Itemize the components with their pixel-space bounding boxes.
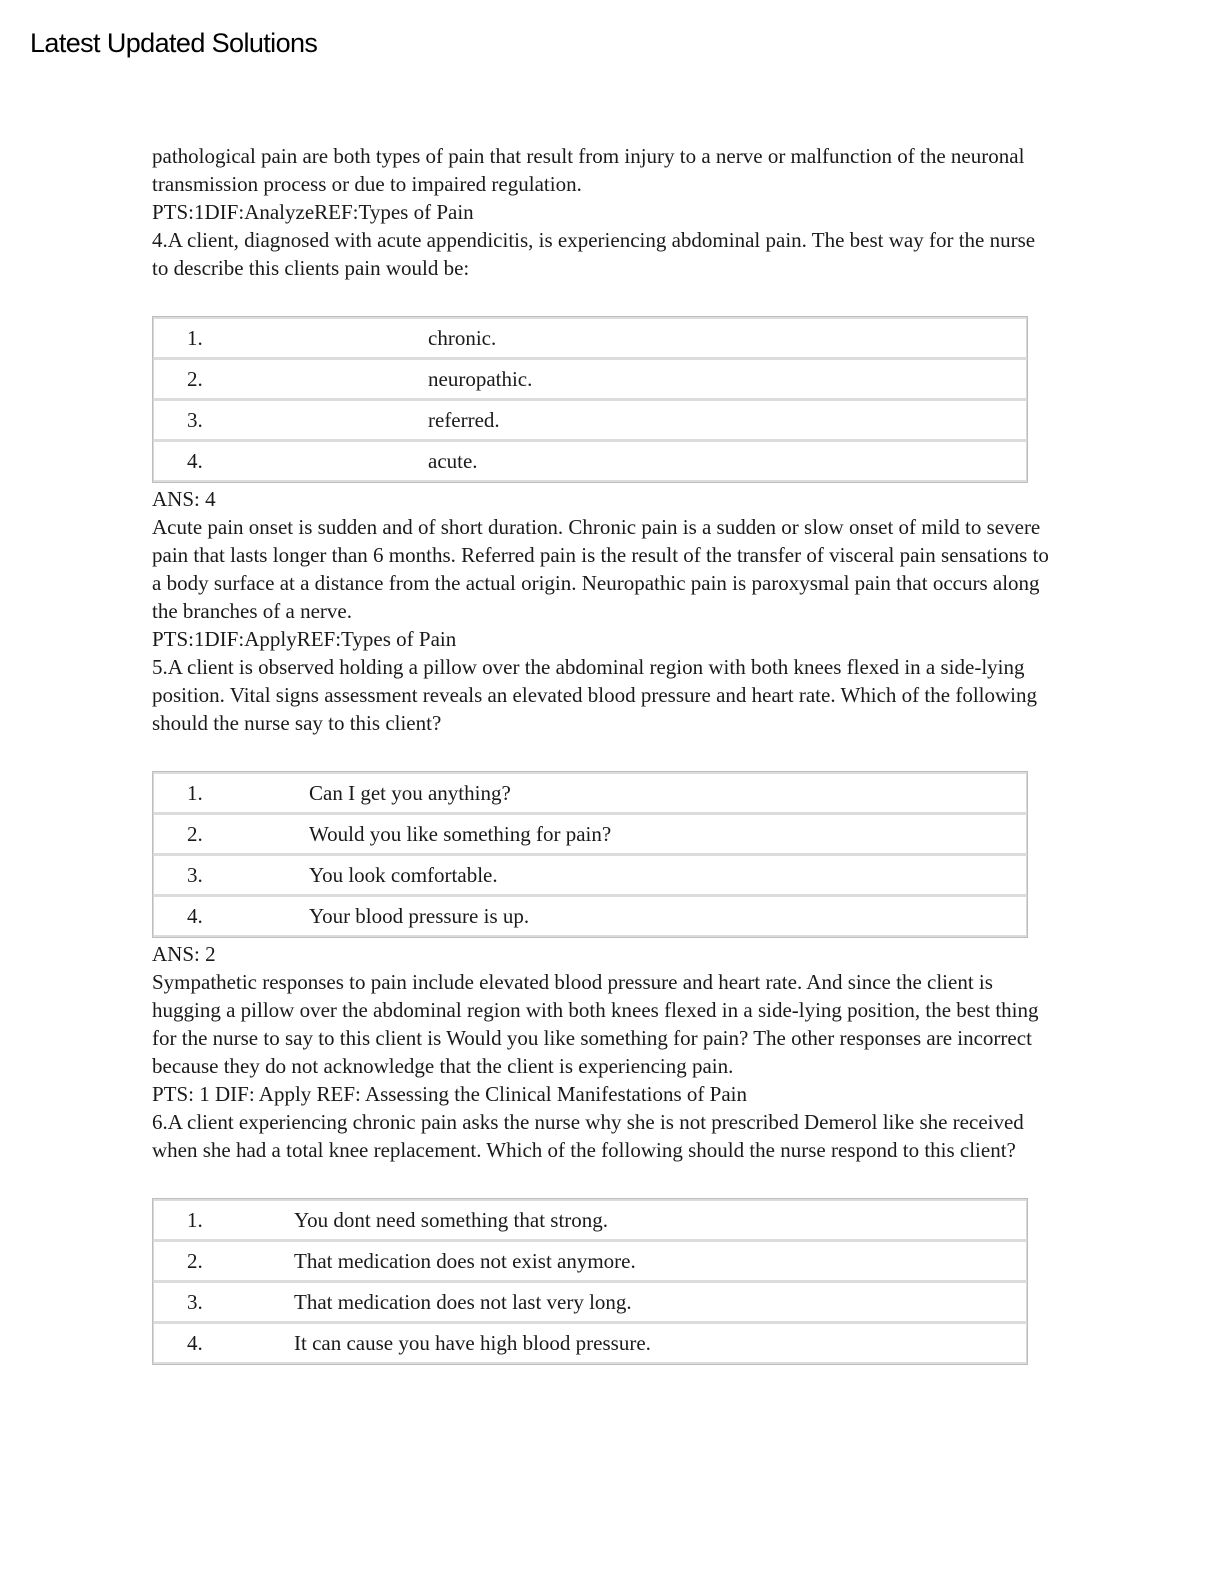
option-number: 1.	[153, 317, 428, 357]
option-row	[153, 357, 1027, 398]
option-number: 2.	[153, 357, 428, 398]
question-4-answer	[152, 485, 1052, 653]
pts-line: PTS: 1 DIF: Apply REF: Assessing the Clinical Manifestations of Pain	[152, 1082, 748, 1106]
option-text: Would you like something for pain?	[309, 812, 1027, 853]
option-text: You dont need something that strong.	[294, 1199, 1027, 1239]
option-row	[153, 317, 1027, 357]
rationale: Sympathetic responses to pain include elevated blood pressure and heart rate. And since the client is hugging a pillow over the abdominal region with both knees flexed in a side-lying position, the best thing for the nurse to say to this client is Would you like something for pain? The other responses are incorrect because they do not acknowledge that the client is experiencing pain.	[152, 970, 1039, 1078]
option-row	[153, 812, 1027, 853]
document-content	[152, 142, 1052, 1365]
option-number: 4.	[153, 894, 309, 937]
option-number: 4.	[153, 439, 428, 482]
pts-line: PTS:1DIF:ApplyREF:Types of Pain	[152, 627, 457, 651]
option-number: 3.	[153, 1280, 294, 1321]
option-text: acute.	[428, 439, 1027, 482]
option-row	[153, 398, 1027, 439]
option-row	[153, 772, 1027, 812]
rationale: Acute pain onset is sudden and of short duration. Chronic pain is a sudden or slow onset of mild to severe pain that lasts longer than 6 months. Referred pain is the result of the transfer of visceral pain sensations to a body surface at a distance from the actual origin. Neuropathic pain is paroxysmal pain that occurs along the branches of a nerve.	[152, 515, 1049, 623]
option-text: neuropathic.	[428, 357, 1027, 398]
answer-label: ANS: 4	[152, 487, 216, 511]
question-4-options	[152, 316, 1028, 483]
question-6: 6.A client experiencing chronic pain asks the nurse why she is not prescribed Demerol like she received when she had a total knee replacement. Which of the following should the nurse respond to this client?	[152, 1110, 1024, 1162]
option-number: 2.	[153, 1239, 294, 1280]
option-number: 1.	[153, 772, 309, 812]
question-5: 5.A client is observed holding a pillow over the abdominal region with both knees flexed in a side-lying position. Vital signs assessment reveals an elevated blood pressure and heart rate. Which of the following should the nurse say to this client?	[152, 655, 1037, 735]
option-text: chronic.	[428, 317, 1027, 357]
intro-pts: PTS:1DIF:AnalyzeREF:Types of Pain	[152, 200, 474, 224]
question-6-options	[152, 1198, 1028, 1365]
option-number: 2.	[153, 812, 309, 853]
option-text: That medication does not exist anymore.	[294, 1239, 1027, 1280]
option-row	[153, 439, 1027, 482]
option-row	[153, 894, 1027, 937]
header-title: Latest Updated Solutions	[30, 28, 318, 58]
option-text: Can I get you anything?	[309, 772, 1027, 812]
option-row	[153, 1321, 1027, 1364]
option-number: 3.	[153, 398, 428, 439]
option-number: 3.	[153, 853, 309, 894]
option-row	[153, 1239, 1027, 1280]
option-text: Your blood pressure is up.	[309, 894, 1027, 937]
option-number: 1.	[153, 1199, 294, 1239]
option-text: That medication does not last very long.	[294, 1280, 1027, 1321]
option-text: You look comfortable.	[309, 853, 1027, 894]
option-row	[153, 1280, 1027, 1321]
question-4: 4.A client, diagnosed with acute appendicitis, is experiencing abdominal pain. The best way for the nurse to describe this clients pain would be:	[152, 228, 1036, 280]
option-row	[153, 1199, 1027, 1239]
intro-paragraph: pathological pain are both types of pain that result from injury to a nerve or malfunction of the neuronal transmission process or due to impaired regulation.	[152, 144, 1025, 196]
option-row	[153, 853, 1027, 894]
option-text: It can cause you have high blood pressure.	[294, 1321, 1027, 1364]
answer-label: ANS: 2	[152, 942, 216, 966]
question-5-options	[152, 771, 1028, 938]
option-text: referred.	[428, 398, 1027, 439]
option-number: 4.	[153, 1321, 294, 1364]
question-5-answer	[152, 940, 1052, 1108]
